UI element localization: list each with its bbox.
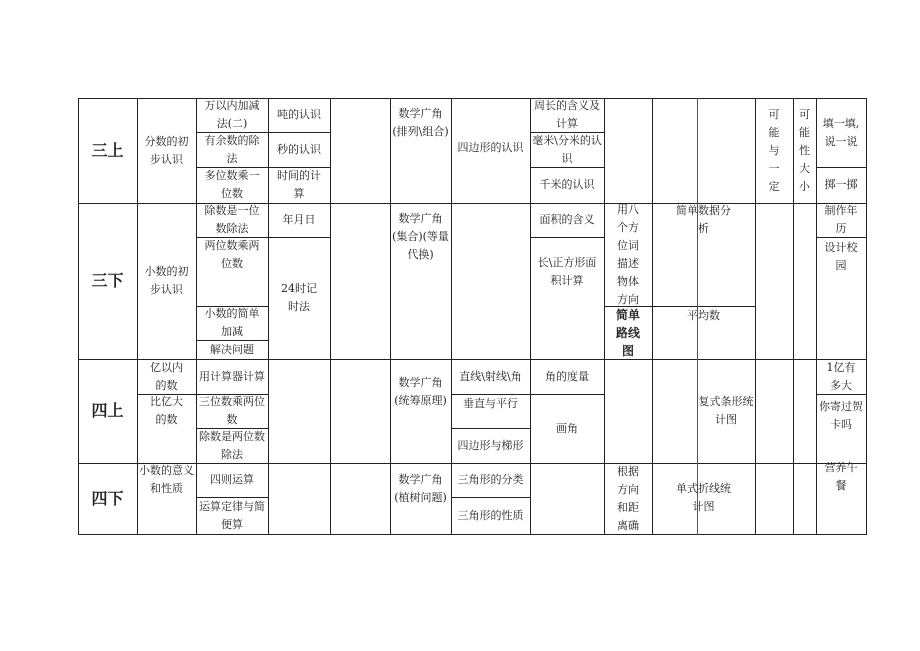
- cell-r3-prac-2: 你寄过贺卡吗: [819, 400, 863, 431]
- grid-line: [604, 98, 605, 535]
- cell-r2-prac-2: 设计校园: [824, 240, 858, 272]
- cell-r3-shape-2: 垂直与平行: [463, 397, 518, 410]
- grade-label: 四上: [91, 401, 124, 420]
- cell-r1-guang: 数学广角(排列\组合): [392, 106, 449, 138]
- grid-line: [816, 98, 817, 535]
- cell-r2-area-2: 长\正方形面积计算: [537, 255, 597, 287]
- cell-r2-stat-2: 平均数: [687, 309, 720, 322]
- cell-r4-guang: 数学广角(植树问题): [394, 472, 447, 504]
- cell-r1-prac-1: 填一填,说一说: [822, 116, 860, 148]
- grade-label: 四下: [91, 488, 124, 508]
- cell-r1-prac-2: 掷一掷: [824, 178, 858, 191]
- grade-label: 三下: [91, 271, 124, 290]
- cell-r4-prac: 营养午餐: [824, 460, 858, 492]
- cell-r4-pos: 根据方向和距离确: [617, 464, 639, 532]
- grid-line: [866, 98, 867, 535]
- cell-r3-shape-3: 四边形与梯形: [457, 438, 524, 452]
- cell-r2-guang: 数学广角(集合)(等量代换): [392, 212, 449, 261]
- cell-r2-calc-4: 解决问题: [210, 342, 254, 356]
- cell-r2-num: 小数的初步认识: [144, 265, 189, 296]
- cell-r3-num-2: 比亿大的数: [150, 395, 183, 426]
- cell-r1-len-2: 毫米\分米的认识: [532, 133, 602, 165]
- grid-line: [530, 98, 531, 535]
- grid-line: [755, 98, 756, 535]
- cell-r3-shape-1: 直线\射线\角: [459, 369, 522, 383]
- cell-r2-meas-1: 年月日: [282, 213, 316, 226]
- cell-r3-calc-1: 用计算器计算: [199, 369, 265, 383]
- cell-r2-calc-3: 小数的简单加减: [204, 307, 260, 338]
- cell-r4-calc-1: 四则运算: [210, 473, 254, 486]
- cell-r1-meas-2: 秒的认识: [277, 142, 321, 156]
- cell-r1-poss-1: 可能与一定: [768, 107, 780, 193]
- grade-label: 三上: [91, 140, 124, 160]
- cell-r3-angle-2: 画角: [556, 421, 578, 435]
- cell-r2-meas-2: 24时记时法: [281, 282, 317, 313]
- cell-r1-calc-3: 多位数乘一位数: [204, 169, 260, 200]
- cell-r1-calc-2: 有余数的除法: [204, 133, 260, 165]
- cell-r3-num-1: 亿以内的数: [150, 360, 183, 392]
- cell-r2-calc-2: 两位数乘两位数: [204, 239, 260, 270]
- cell-r2-prac-1: 制作年历: [824, 204, 858, 235]
- cell-r4-num: 小数的意义和性质: [139, 464, 194, 495]
- grid-line: [652, 98, 653, 535]
- cell-r3-calc-3: 除数是两位数除法: [199, 429, 265, 461]
- cell-r1-shape: 四边形的认识: [457, 141, 524, 154]
- cell-r2-pos-1: 用八个方位词描述物体方向: [617, 202, 639, 306]
- grid-line: [268, 98, 269, 535]
- cell-r3-calc-2: 三位数乘两位数: [199, 395, 265, 426]
- cell-r2-pos-2: 简单路线图: [615, 307, 640, 358]
- cell-r4-stat: 单式折线统计图: [676, 481, 731, 513]
- grid-line: [697, 98, 698, 204]
- cell-r3-angle-1: 角的度量: [545, 369, 589, 383]
- cell-r2-area-1: 面积的含义: [539, 213, 595, 226]
- cell-r1-num: 分数的初步认识: [144, 134, 189, 166]
- cell-r3-guang: 数学广角(统筹原理): [394, 375, 447, 407]
- cell-r4-calc-2: 运算定律与简便算: [199, 499, 265, 531]
- grid-line: [451, 98, 452, 535]
- cell-r2-calc-1: 除数是一位数除法: [204, 204, 260, 235]
- grid-line: [330, 98, 331, 535]
- cell-r2-stat-1: 简单数据分析: [676, 204, 731, 235]
- cell-r1-meas-3: 时间的计算: [277, 169, 321, 200]
- cell-r1-calc-1: 万以内加减法(二): [204, 99, 260, 130]
- cell-r1-meas-1: 吨的认识: [277, 108, 321, 121]
- cell-r3-stat: 复式条形统计图: [698, 395, 754, 426]
- cell-r1-len-1: 周长的含义及计算: [534, 99, 600, 130]
- cell-r1-poss-2: 可能性大小: [799, 107, 810, 193]
- cell-r1-len-3: 千米的认识: [539, 178, 595, 191]
- cell-r4-shape-2: 三角形的性质: [457, 508, 524, 522]
- grid-line: [793, 98, 794, 535]
- cell-r4-shape-1: 三角形的分类: [457, 473, 524, 486]
- grid-line: [196, 98, 197, 535]
- cell-r3-prac-1: 1亿有多大: [826, 360, 856, 392]
